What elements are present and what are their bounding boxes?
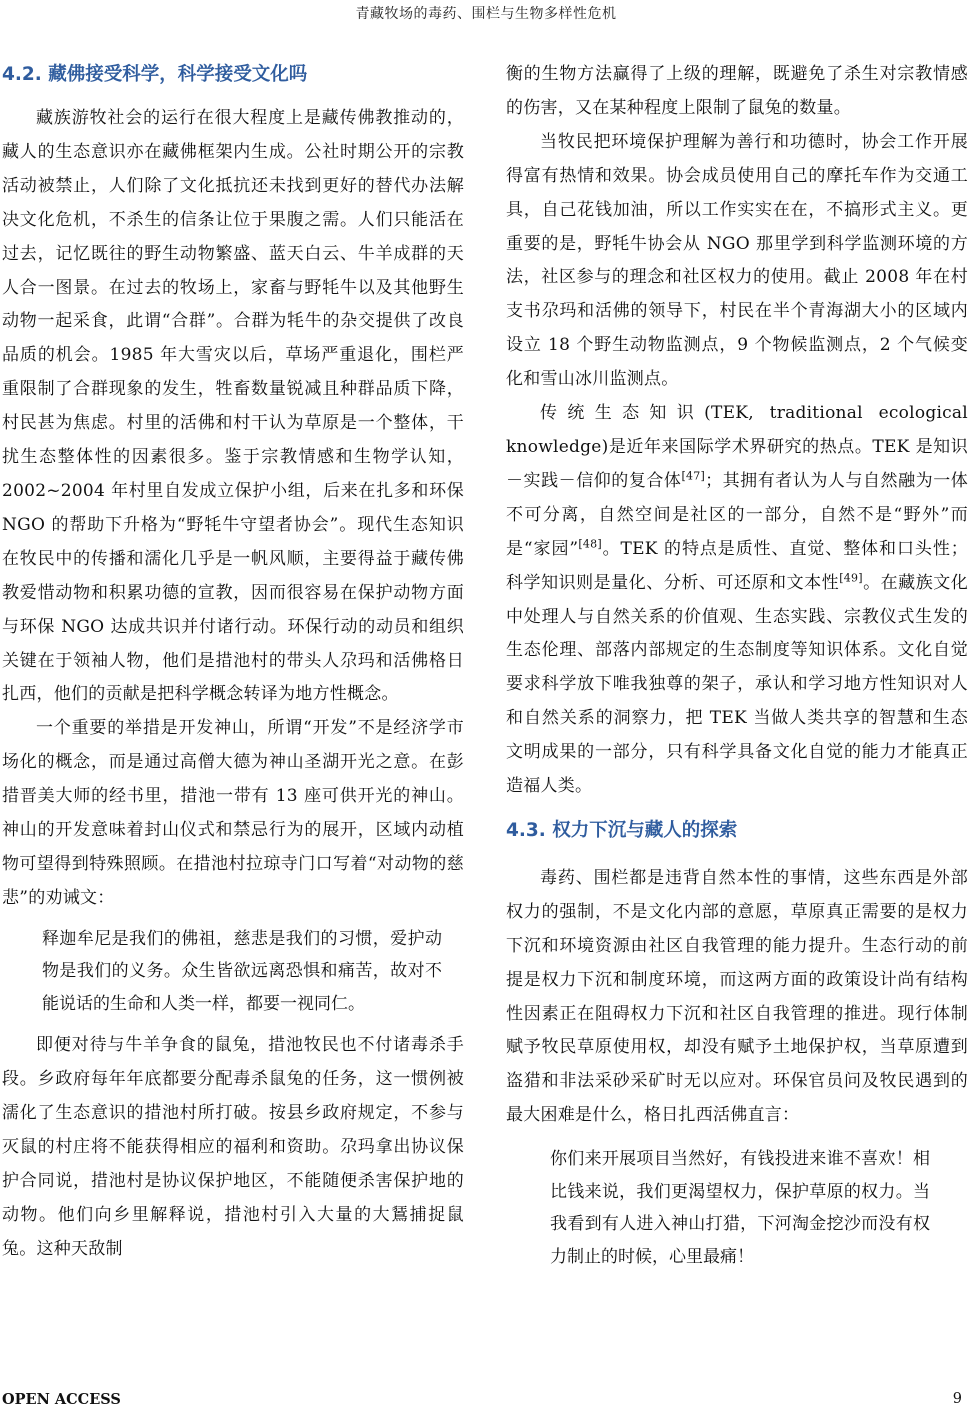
block-quote: 你们来开展项目当然好，有钱投进来谁不喜欢！相比钱来说，我们更渴望权力，保护草原的权力。当我看到有人进入神山打猎，下河淘金挖沙而没有权力制止的时候，心里最痛！ (550, 1149, 930, 1267)
left-column (2, 58, 464, 1267)
text-span: 。TEK 的特点是质性、直觉、整体和口头性；科学知识则是量化、分析、可还原和文本性 (506, 538, 968, 593)
paragraph: 一个重要的举措是开发神山，所谓“开发”不是经济学市场化的概念，而是通过高僧大德为神山圣湖开光之意。在彭措晋美大师的经书里，措池一带有 13 座可供开光的神山。神山的开发意味着封山仪式和禁忌行为的展开，区域内动植物可望得到特殊照顾。在措池村拉琼寺门口写着“对动物的慈悲”的劝诫文： (2, 718, 464, 908)
paragraph: 当牧民把环境保护理解为善行和功德时，协会工作开展得富有热情和效果。协会成员使用自己的摩托车作为交通工具，自己花钱加油，所以工作实实在在，不搞形式主义。更重要的是，野牦牛协会从 NGO 那里学到科学监测环境的方法，社区参与的理念和社区权力的使用。截止 2008 年在村支书尕玛和活佛的领导下，村民在半个青海湖大小的区域内设立 18 个野生动物监测点，9 个物候监测点，2 个气候变化和雪山冰川监测点。 (506, 131, 968, 390)
page-number: 9 (952, 1391, 962, 1407)
paragraph-tek (506, 397, 968, 804)
section-heading-4-3: 4.3. 权力下沉与藏人的探索 (506, 819, 738, 841)
footer-open-access: OPEN ACCESS (2, 1391, 121, 1408)
running-title: 青藏牧场的毒药、围栏与生物多样性危机 (355, 6, 617, 22)
text-span: ；其拥有者认为人与自然融为一体不可分离，自然空间是社区的一部分，自然不是“野外”而是“家园” (506, 470, 969, 559)
citation-49: [49] (839, 570, 863, 584)
paragraph: 毒药、围栏都是违背自然本性的事情，这些东西是外部权力的强制，不是文化内部的意愿，草原真正需要的是权力下沉和环境资源由社区自我管理的能力提升。生态行动的前提是权力下沉和制度环境，而这两方面的政策设计尚有结构性因素正在阻碍权力下沉和社区自我管理的推进。现行体制赋予牧民草原使用权，却没有赋予土地保护权，当草原遭到盗猎和非法采砂采矿时无以应对。环保官员问及牧民遇到的最大困难是什么，格日扎西活佛直言： (506, 867, 968, 1126)
text-span: 。在藏族文化中处理人与自然关系的价值观、生态实践、宗教仪式生发的生态伦理、部落内部规定的生态制度等知识体系。文化自觉要求科学放下唯我独尊的架子，承认和学习地方性知识对人和自然关系的洞察力，把 TEK 当做人类共享的智慧和生态文明成果的一部分，只有科学具备文化自觉的能力才能真正造福人类。 (506, 572, 969, 797)
text-span: 传统生态知识(TEK, traditional ecological knowledge)是近年来国际学术界研究的热点。TEK 是知识－实践－信仰的复合体 (506, 403, 968, 491)
citation-47: [47] (681, 469, 706, 483)
section-heading-4-2: 4.2. 藏佛接受科学，科学接受文化吗 (2, 64, 308, 85)
block-quote: 释迦牟尼是我们的佛祖，慈悲是我们的习惯，爱护动物是我们的义务。众生皆欲远离恐惧和痛苦，故对不能说话的生命和人类一样，都要一视同仁。 (42, 928, 442, 1014)
paragraph: 即便对待与牛羊争食的鼠兔，措池牧民也不付诸毒杀手段。乡政府每年年底都要分配毒杀鼠兔的任务，这一惯例被濡化了生态意识的措池村所打破。按县乡政府规定，不参与灭鼠的村庄将不能获得相应的福利和资助。尕玛拿出协议保护合同说，措池村是协议保护地区，不能随便杀害保护地的动物。他们向乡里解释说，措池村引入大量的大鵟捕捉鼠兔。这种天敌制 (2, 1035, 464, 1259)
paragraph: 藏族游牧社会的运行在很大程度上是藏传佛教推动的，藏人的生态意识亦在藏佛框架内生成。公社时期公开的宗教活动被禁止，人们除了文化抵抗还未找到更好的替代办法解决文化危机，不杀生的信条让位于果腹之需。人们只能活在过去，记忆既往的野生动物繁盛、蓝天白云、牛羊成群的天人合一图景。在过去的牧场上，家畜与野牦牛以及其他野生动物一起采食，此谓“合群”。合群为牦牛的杂交提供了改良品质的机会。1985 年大雪灾以后，草场严重退化，围栏严重限制了合群现象的发生，牲畜数量锐减且种群品质下降，村民甚为焦虑。村里的活佛和村干认为草原是一个整体，干扰生态整体性的因素很多。鉴于宗教情感和生物学认知，2002~2004 年村里自发成立保护小组，后来在扎多和环保 NGO 的帮助下升格为“野牦牛守望者协会”。现代生态知识在牧民中的传播和濡化几乎是一帆风顺，主要得益于藏传佛教爱惜动物和积累功德的宣教，因而很容易在保护动物方面与环保 NGO 达成共识并付诸行动。环保行动的动员和组织关键在于领袖人物，他们是措池村的带头人尕玛和活佛格日扎西，他们的贡献是把科学概念转译为地方性概念。 (2, 108, 464, 705)
right-column (506, 58, 968, 1282)
paragraph-continued: 衡的生物方法赢得了上级的理解，既避免了杀生对宗教情感的伤害，又在某种程度上限制了鼠兔的数量。 (506, 64, 968, 118)
citation-48: [48] (578, 537, 602, 551)
